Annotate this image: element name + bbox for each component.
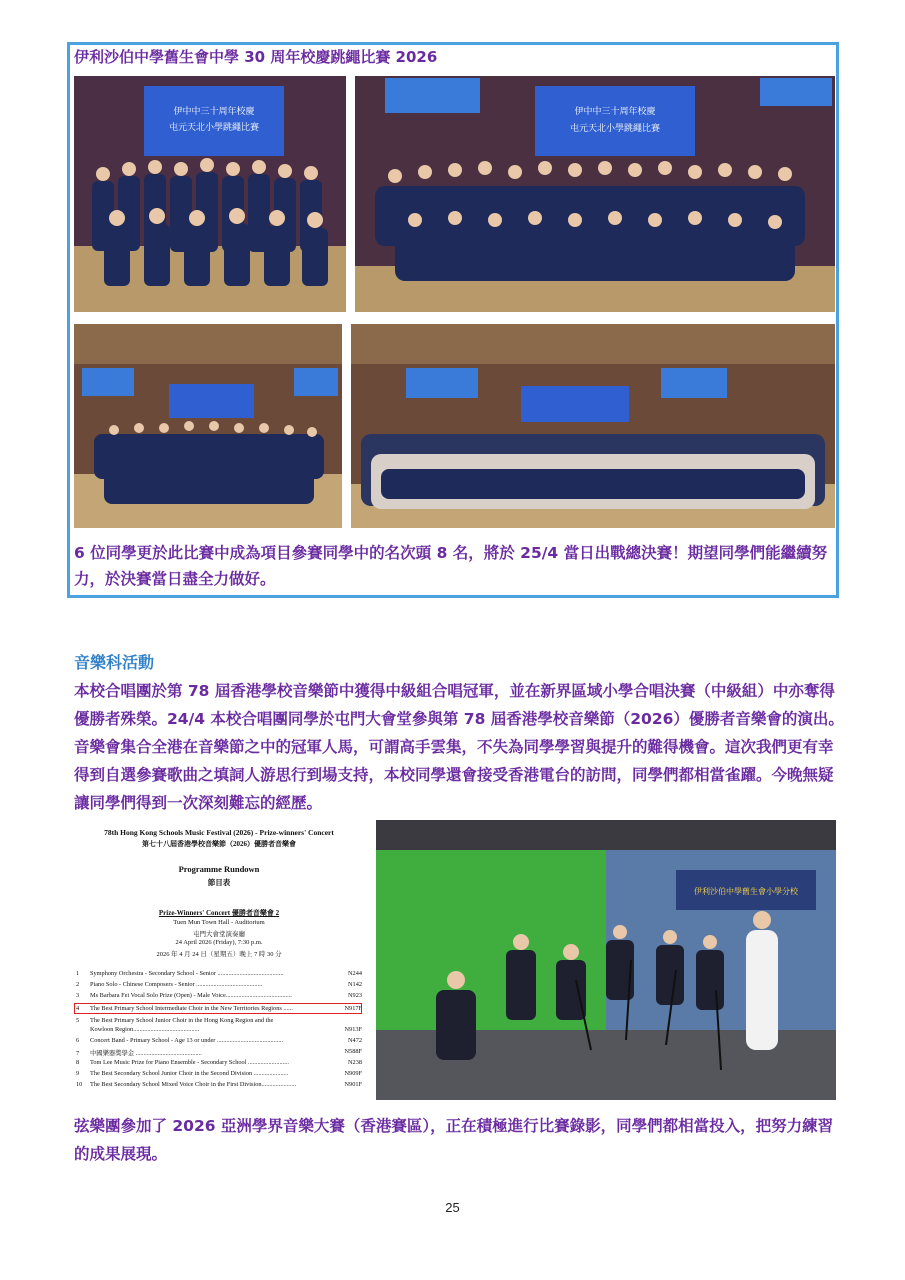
programme-rundown-document — [74, 822, 364, 1107]
photo-group-large — [355, 76, 835, 312]
concert-heading: Prize-Winners' Concert 優勝者音樂會 2 — [158, 909, 280, 917]
programme-item: Kowloon Region.......................................... N913F — [90, 1026, 362, 1033]
programme-item: 7 中國樂器獎學金 .......................................... N588F — [76, 1048, 362, 1057]
programme-item: 8 Tom Lee Music Prize for Piano Ensemble - Secondary School .......................... N238 — [76, 1059, 362, 1066]
photo-hall-group — [74, 324, 342, 528]
photo-string-orchestra — [376, 820, 836, 1100]
programme-item: 6 Concert Band - Primary School - Age 13 or under .......................................... N472 — [76, 1037, 362, 1044]
venue-en: Tuen Mun Town Hall - Auditorium — [173, 919, 265, 926]
banner-text-line2: 屯元天北小學跳繩比賽 — [569, 124, 661, 134]
date-zh: 2026 年 4 月 24 日（星期五）晚上 7 時 30 分 — [156, 951, 282, 958]
date-en: 24 April 2026 (Friday), 7:30 p.m. — [175, 939, 263, 946]
programme-rundown-en: Programme Rundown — [178, 864, 260, 874]
programme-item: 5 The Best Primary School Junior Choir in the Hong Kong Region and the — [76, 1017, 274, 1024]
programme-item: 9 The Best Secondary School Junior Choir in the Second Division ...................... N909F — [76, 1070, 362, 1077]
programme-title-zh: 第七十八屆香港學校音樂節（2026）優勝者音樂會 — [142, 840, 296, 848]
programme-title-en: 78th Hong Kong Schools Music Festival (2026) - Prize-winners' Concert — [104, 828, 334, 837]
programme-item: 10 The Best Secondary School Mixed Voice Choir in the First Division...................... N901F — [76, 1081, 362, 1088]
photo-group-small — [74, 76, 346, 312]
banner-text-line1: 伊中中三十周年校慶 — [574, 107, 656, 117]
jump-rope-title: 伊利沙伯中學舊生會中學 30 周年校慶跳繩比賽 2026 — [74, 48, 438, 66]
jump-rope-caption: 6 位同學更於此比賽中成為項目參賽同學中的名次頭 8 名，將於 25/4 當日出戰總決賽！期望同學們能繼續努力，於決賽當日盡全力做好。 — [74, 544, 828, 588]
page-number: 25 — [445, 1200, 460, 1215]
programme-item: 3 Ms Barbara Fei Vocal Solo Prize (Open) - Male Voice.......................................... N923 — [76, 992, 362, 999]
orchestra-caption: 弦樂團參加了 2026 亞洲學界音樂大賽（香港賽區），正在積極進行比賽錄影，同學們都相當投入，把努力練習的成果展現。 — [74, 1117, 834, 1163]
venue-zh: 屯門大會堂演奏廳 — [193, 931, 245, 938]
programme-item-highlighted: 4 The Best Primary School Intermediate Choir in the New Territories Regions ...... N917F — [76, 1005, 362, 1012]
programme-item: 2 Piano Solo - Chinese Composers - Senior .......................................... N142 — [76, 981, 362, 988]
banner-text-line1: 伊中中三十周年校慶 — [173, 107, 255, 117]
classroom-banner-text: 伊利沙伯中學舊生會小學分校 — [694, 887, 798, 896]
photo-hall-all-participants — [351, 324, 835, 528]
music-section-heading: 音樂科活動 — [74, 653, 155, 672]
programme-item: 1 Symphony Orchestra - Secondary School - Senior .......................................... N244 — [76, 970, 362, 977]
music-section-paragraph: 本校合唱團於第 78 屆香港學校音樂節中獲得中級組合唱冠軍，並在新界區域小學合唱決賽（中級組）中亦奪得優勝者殊榮。24/4 本校合唱團同學於屯門大會堂參與第 78 屆香港學校音樂節（2026）優勝者音樂會的演出。音樂會集合全港在音樂節之中的冠軍人馬，可謂高手雲集，不失為同學學習與提升的難得機會。這次我們更有幸得到自選參賽歌曲之填詞人游思行到場支持，本校同學還會接受香港電台的訪問，同學們都相當雀躍。今晚無疑讓同學們得到一次深刻難忘的經歷。 — [74, 682, 844, 812]
programme-rundown-zh: 節目表 — [207, 878, 231, 887]
banner-text-line2: 屯元天北小學跳繩比賽 — [168, 123, 260, 133]
